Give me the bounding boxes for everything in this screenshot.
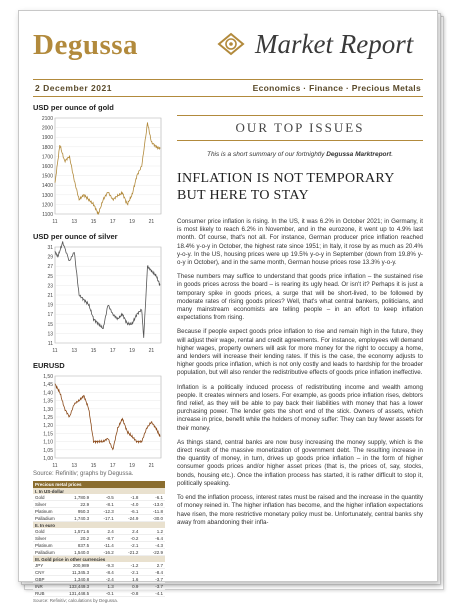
- y-tick-label: 1900: [41, 135, 53, 142]
- y-tick-label: 1,50: [43, 374, 53, 380]
- table-cell: 1,571.6: [74, 528, 90, 534]
- table-cell: 133,449.3: [69, 583, 90, 589]
- paragraph: Consumer price inflation is rising. In the US, it was 6.2% in October 2021; in Germany, it is most likely to reach 6.2% in November, and in the eurozone, it went up to 4.9% last month. Of course, that's not all. For instance, German producer price inflation reached 18.4% y-o-y in October, the highest rate since 1951; in Italy, it rose by as much as 20.4% y-o-y. In the US, housing prices were up 19.5% y-o-y in September (down from 19.8% y-o-y in October), and in the same month, German house prices rose 13.3% y-o-y.: [177, 218, 423, 267]
- table-row: [33, 535, 165, 542]
- table-cell: 2.7: [156, 562, 163, 568]
- y-tick-label: 27: [47, 264, 53, 271]
- y-tick-label: 13: [47, 331, 53, 338]
- silver-chart-block: [33, 232, 165, 355]
- summary-note-prefix: This is a short summary of our fortnightly: [206, 151, 327, 158]
- table-cell: -0.1: [105, 590, 114, 596]
- table-row: [33, 494, 165, 501]
- table-cell: 20.2: [80, 535, 90, 541]
- table-cell: GBP: [35, 576, 45, 582]
- table-cell: -3.7: [155, 576, 163, 582]
- report-categories: Economics · Finance · Precious Metals: [252, 83, 421, 93]
- x-tick-label: 11: [52, 348, 58, 354]
- brand-name: Degussa: [33, 29, 139, 61]
- table-cell: Platinum: [35, 508, 53, 514]
- table-cell: 1,740.3: [74, 515, 90, 521]
- table-cell: -24.9: [128, 515, 139, 521]
- series-line: [55, 241, 160, 337]
- eurusd-chart: [33, 372, 165, 470]
- silver-chart-title: USD per ounce of silver: [33, 232, 118, 241]
- table-cell: -4.1: [155, 590, 163, 596]
- x-tick-label: 15: [90, 463, 97, 469]
- y-tick-label: 1300: [41, 192, 53, 199]
- table-cell: -2.1: [130, 542, 139, 548]
- table-row: [33, 549, 165, 556]
- table-cell: 22.9: [80, 501, 90, 507]
- x-tick-label: 19: [129, 463, 135, 469]
- table-header: Precious metal prices: [33, 481, 165, 488]
- x-tick-label: 21: [148, 463, 155, 469]
- y-tick-label: 1,30: [43, 406, 53, 413]
- table-cell: -0.2: [130, 535, 139, 541]
- table-cell: Palladium: [35, 549, 55, 555]
- paragraph: These numbers may suffice to understand that goods price inflation – the sustained rise in goods prices across the board – is rearing its ugly head. Or isn't it? Perhaps it is just a temporary spike in goods prices, a surge that will be short-lived, to be followed by moderate rates of rising goods prices? Well, that's what central bankers, politicians, and many mainstream economists are telling people – in an effort to keep inflation expectations from rising.: [177, 273, 423, 322]
- paragraph: Because if people expect goods price inflation to rise and remain high in the future, they will adjust their wage, rental and credit agreements. For instance, employees will demand higher wages, property owners will ask for more money for the right to occupy a home, and lenders will increase their lending rates. If this is the case, the economy adjusts to higher goods price inflation, which is not only costly and leads to hardship for the broader population, but will also render the redistributive effects of goods price inflation ineffective.: [177, 328, 423, 377]
- y-tick-label: 1,25: [43, 415, 53, 421]
- x-tick-label: 11: [52, 463, 58, 469]
- table-cell: Silver: [35, 535, 47, 541]
- table-cell: -8.7: [105, 535, 114, 541]
- gold-chart-block: [33, 103, 165, 226]
- y-tick-label: 11: [47, 341, 53, 347]
- x-tick-label: 11: [52, 219, 58, 225]
- table-cell: 1,340.8: [74, 576, 90, 582]
- silver-price-chart: [33, 243, 165, 355]
- table-row: [33, 576, 165, 583]
- table-cell: -13.0: [152, 501, 163, 507]
- table-cell: CNY: [35, 569, 45, 575]
- y-tick-label: 1,10: [43, 439, 53, 446]
- right-column: [177, 103, 423, 533]
- table-cell: 200,989: [72, 562, 90, 568]
- y-tick-label: 2100: [41, 116, 53, 122]
- table-section-label: II. In euro: [33, 522, 165, 528]
- x-tick-label: 19: [129, 348, 135, 354]
- table-section-label: III. Gold price in other currencies: [33, 556, 165, 562]
- table-cell: 1.6: [132, 576, 139, 582]
- y-tick-label: 17: [47, 312, 53, 319]
- series-line: [55, 122, 160, 213]
- x-tick-label: 17: [110, 348, 116, 354]
- y-tick-label: 21: [47, 293, 53, 299]
- y-tick-label: 1,40: [43, 390, 53, 397]
- table-cell: 1.3: [107, 583, 114, 589]
- x-tick-label: 15: [90, 348, 97, 354]
- table-cell: Platinum: [35, 542, 53, 548]
- table-cell: 11,345.3: [71, 569, 90, 575]
- y-tick-label: 1,15: [43, 431, 53, 438]
- table-cell: INR: [35, 583, 43, 589]
- table-cell: -6.1: [130, 508, 139, 514]
- table-row: [33, 542, 165, 549]
- x-tick-label: 19: [129, 219, 135, 225]
- y-tick-label: 1,35: [43, 398, 53, 405]
- table-row: [33, 590, 165, 597]
- table-cell: 2.4: [132, 528, 139, 534]
- table-cell: -11.4: [103, 542, 114, 548]
- table-cell: 1,540.0: [74, 549, 90, 555]
- y-tick-label: 29: [47, 254, 53, 261]
- table-cell: -1.8: [130, 494, 139, 500]
- table-cell: -9.3: [105, 562, 114, 568]
- table-cell: 1.2: [156, 528, 163, 534]
- series-line: [55, 384, 160, 450]
- table-cell: Palladium: [35, 515, 55, 521]
- y-tick-label: 1,00: [43, 456, 53, 462]
- left-column: [33, 103, 165, 477]
- table-row: [33, 528, 165, 535]
- article-body: [177, 218, 423, 527]
- table-cell: -1.2: [130, 562, 139, 568]
- x-tick-label: 17: [110, 219, 116, 225]
- y-tick-label: 1,20: [43, 423, 53, 430]
- table-cell: -16.2: [103, 549, 114, 555]
- y-tick-label: 1,45: [43, 382, 53, 389]
- summary-note-bold: Degussa Marktreport: [326, 151, 392, 158]
- table-row: [33, 562, 165, 569]
- table-cell: -0.8: [130, 590, 139, 596]
- eurusd-chart-title: EURUSD: [33, 361, 65, 370]
- table-cell: -4.3: [155, 542, 163, 548]
- y-tick-label: 1800: [41, 144, 53, 151]
- precious-metal-prices-table: [33, 481, 165, 603]
- paragraph: To end the inflation process, interest rates must be raised and the increase in the quantity of money reined in. The higher inflation has become, and the higher inflation expectations have risen, the more restrictive monetary policy must be. Unfortunately, central banks shy away from abandoning their infla-: [177, 494, 423, 526]
- table-cell: 0.9: [132, 583, 139, 589]
- table-cell: 1,780.9: [74, 494, 90, 500]
- date-bar: [33, 79, 423, 97]
- y-tick-label: 1,05: [43, 447, 53, 454]
- y-tick-label: 1700: [41, 154, 53, 161]
- table-cell: -3.7: [155, 583, 163, 589]
- table-cell: -0.5: [105, 494, 114, 500]
- table-cell: -2.4: [105, 576, 114, 582]
- table-cell: Gold: [35, 494, 45, 500]
- chart-source: Source: Refinitiv; graphs by Degussa.: [33, 471, 134, 477]
- y-tick-label: 1600: [41, 164, 53, 170]
- article-headline: INFLATION IS NOT TEMPORARY BUT HERE TO STAY: [177, 171, 395, 203]
- y-tick-label: 1100: [42, 212, 53, 218]
- table-cell: -11.8: [153, 508, 163, 514]
- table-cell: Silver: [35, 501, 47, 507]
- y-tick-label: 19: [47, 302, 53, 309]
- table-row: [33, 508, 165, 515]
- y-tick-label: 2000: [41, 125, 53, 132]
- summary-note-suffix: .: [391, 151, 394, 158]
- table-source: Source: Refinitiv; calculations by Degussa.: [33, 598, 119, 603]
- table-cell: Gold: [35, 528, 45, 534]
- gold-price-chart: [33, 114, 165, 226]
- eurusd-chart-block: [33, 361, 165, 477]
- table-cell: -8.4: [105, 569, 114, 575]
- report-header: [33, 29, 423, 69]
- report-page: [18, 10, 438, 603]
- summary-note: [177, 151, 423, 158]
- y-tick-label: 25: [47, 273, 53, 280]
- x-tick-label: 13: [71, 348, 78, 354]
- gold-chart-title: USD per ounce of gold: [33, 103, 114, 112]
- x-tick-label: 21: [148, 219, 155, 225]
- x-tick-label: 13: [71, 463, 78, 469]
- degussa-logo-icon: [216, 31, 246, 57]
- table-cell: -21.2: [128, 549, 139, 555]
- table-cell: RUB: [35, 590, 45, 596]
- paragraph: Inflation is a politically induced process of redistributing income and wealth among people. It creates winners and losers. For example, as goods price inflation rises, debtors find relief, as they will be able to pay back their liabilities with money that has a lower purchasing power. The lender gets the short end of the stick. Owners of assets, which increase in price, benefit while the holders of money suffer: They can buy fewer assets for their money.: [177, 383, 423, 432]
- y-tick-label: 23: [47, 283, 53, 290]
- y-tick-label: 15: [47, 321, 53, 328]
- paragraph: As things stand, central banks are now busy increasing the money supply, which is the direct result of the massive monetization of government debt. The resulting increase in the quantity of money, in turn, drives up goods price inflation – in the form of higher consumer goods prices and/or higher asset prices (that is, the prices of, say, stocks, bonds, housing etc.). Once the inflation process has started, it is rather difficult to stop it, politically speaking.: [177, 438, 423, 487]
- report-date: 2 December 2021: [35, 83, 112, 93]
- table-cell: 837.5: [77, 542, 90, 548]
- table-row: [33, 515, 165, 522]
- table-cell: -12.3: [103, 508, 114, 514]
- y-tick-label: 31: [47, 245, 53, 251]
- table-cell: JPY: [35, 562, 44, 568]
- table-row: [33, 569, 165, 576]
- table-cell: 131,448.5: [69, 590, 90, 596]
- x-tick-label: 21: [148, 348, 155, 354]
- table-cell: -6.1: [155, 494, 163, 500]
- top-issues-heading: OUR TOP ISSUES: [177, 115, 423, 141]
- y-tick-label: 1400: [41, 183, 53, 190]
- x-tick-label: 17: [110, 463, 116, 469]
- x-tick-label: 15: [90, 219, 97, 225]
- table-row: [33, 583, 165, 590]
- x-tick-label: 13: [71, 219, 78, 225]
- table-cell: -30.0: [152, 515, 163, 521]
- table-cell: -8.1: [105, 501, 114, 507]
- table-cell: -8.4: [155, 569, 163, 575]
- table-section-label: I. In US-dollar: [33, 488, 165, 494]
- y-tick-label: 1500: [41, 173, 53, 180]
- table-cell: -22.9: [152, 549, 163, 555]
- table-row: [33, 501, 165, 508]
- table-cell: -6.4: [155, 535, 163, 541]
- table-cell: 2.4: [107, 528, 114, 534]
- table-cell: -4.0: [130, 501, 139, 507]
- y-tick-label: 1200: [41, 202, 53, 209]
- table-cell: 950.3: [77, 508, 90, 514]
- table-cell: -2.1: [130, 569, 139, 575]
- report-title: Market Report: [255, 29, 414, 59]
- table-cell: -17.1: [103, 515, 114, 521]
